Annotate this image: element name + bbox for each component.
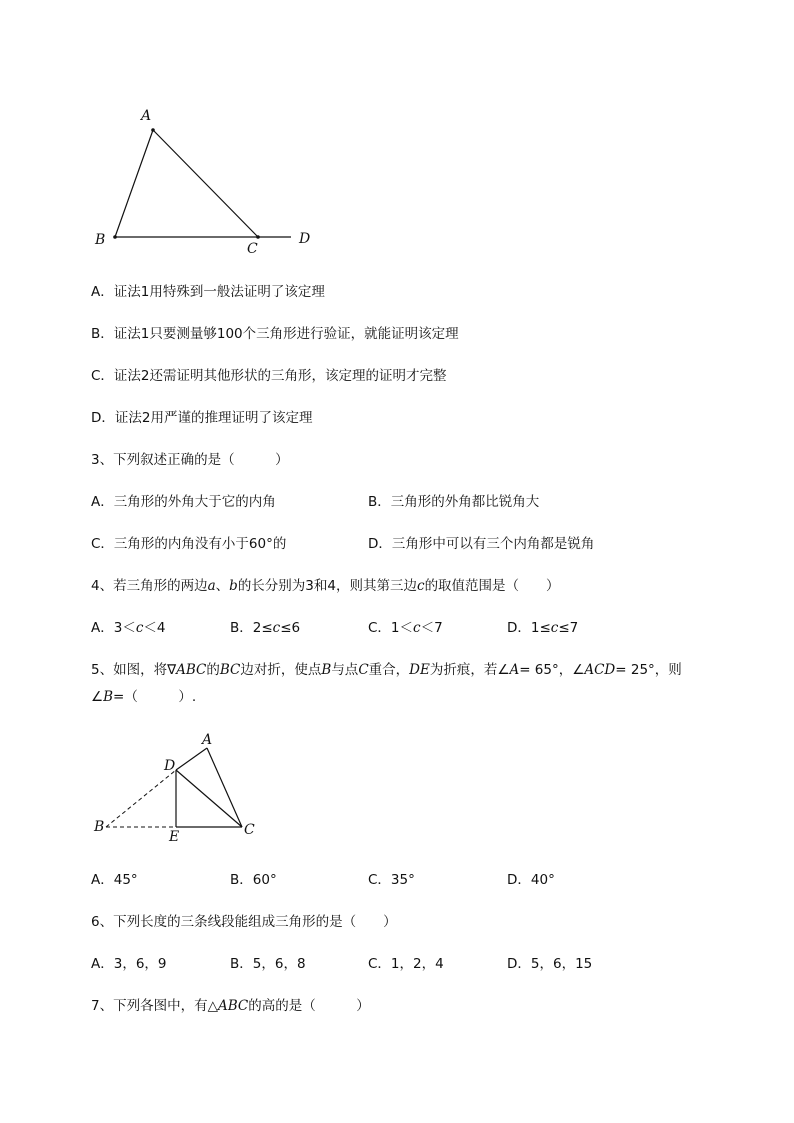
- segment-da: [176, 748, 207, 770]
- segment-ab: [115, 130, 153, 237]
- point-a: [151, 128, 155, 132]
- label-b: B: [95, 232, 106, 248]
- q3-option-b: B．三角形的外角都比锐角大: [368, 494, 540, 510]
- q7-text-1: 7、下列各图中，有△: [91, 998, 218, 1014]
- q4-option-c: [368, 619, 443, 637]
- q5-text-8: = 25°，则: [615, 662, 682, 678]
- label-e: E: [169, 829, 180, 845]
- q5-var-b-2: B: [103, 689, 114, 705]
- q5-var-de: DE: [409, 662, 430, 678]
- q4-sep: 、: [215, 578, 230, 594]
- q5-stem-line-2: [91, 688, 196, 706]
- q5-var-bc: BC: [219, 662, 241, 678]
- q5-option-d: D．40°: [507, 872, 555, 888]
- q6-option-d: D．5，6，15: [507, 956, 593, 972]
- q4-option-b-post: ≤6: [280, 620, 301, 636]
- q4-option-d-post: ≤7: [558, 620, 579, 636]
- q4-option-b: [230, 619, 300, 637]
- q4-option-c-post: ＜7: [420, 620, 443, 636]
- q4-option-d-pre: D．1≤: [507, 620, 551, 636]
- q5-text-4: 与点: [331, 662, 359, 678]
- point-c: [256, 235, 260, 239]
- label-a: A: [141, 108, 152, 124]
- q5-stem-line-1: [91, 661, 682, 679]
- q6-option-b: B．5，6，8: [230, 956, 306, 972]
- q5-var-abc: ABC: [176, 662, 207, 678]
- q4-var-c: c: [417, 578, 425, 594]
- q5-text-1: 5、如图，将∇: [91, 662, 177, 678]
- q2-option-b: B．证法1只要测量够100个三角形进行验证，就能证明该定理: [91, 326, 459, 342]
- label-d: D: [164, 758, 176, 774]
- q2-option-a: A．证法1用特殊到一般法证明了该定理: [91, 284, 325, 300]
- q4-option-a: [91, 619, 165, 637]
- q4-option-c-pre: C．1＜: [368, 620, 414, 636]
- q7-var-abc: ABC: [217, 998, 249, 1014]
- label-d: D: [299, 231, 311, 247]
- label-c: C: [244, 822, 255, 838]
- label-b: B: [94, 819, 105, 835]
- q5-text-5: 重合，: [368, 662, 410, 678]
- q4-option-d: [507, 619, 578, 637]
- q4-option-a-pre: A．3＜: [91, 620, 136, 636]
- q4-stem-text-3: 的取值范围是（ ）: [424, 578, 560, 594]
- q3-option-d: D．三角形中可以有三个内角都是锐角: [368, 536, 595, 552]
- q5-text-6: 为折痕，若∠: [429, 662, 510, 678]
- q7-text-2: 的高的是（ ）: [248, 998, 370, 1014]
- q4-option-a-post: ＜4: [143, 620, 166, 636]
- q4-stem-text-1: 4、若三角形的两边: [91, 578, 208, 594]
- q5-var-acd: ACD: [584, 662, 616, 678]
- q5-text-7: = 65°，∠: [519, 662, 585, 678]
- q4-option-d-var: c: [550, 620, 559, 636]
- segment-dashed-bd: [106, 770, 176, 827]
- q2-option-c: C．证法2还需证明其他形状的三角形，该定理的证明才完整: [91, 368, 447, 384]
- segment-ac: [207, 748, 242, 827]
- q7-stem: [91, 997, 370, 1015]
- q5-text-3: 边对折，使点: [240, 662, 322, 678]
- q5-text-9: =（ ）.: [113, 689, 197, 705]
- q3-option-a: A．三角形的外角大于它的内角: [91, 494, 276, 510]
- q3-stem: 3、下列叙述正确的是（ ）: [91, 452, 289, 468]
- q4-stem: [91, 577, 560, 595]
- q6-option-c: C．1，2，4: [368, 956, 444, 972]
- q5-option-c: C．35°: [368, 872, 415, 888]
- q5-var-a: A: [509, 662, 520, 678]
- q4-option-b-pre: B．2≤: [230, 620, 273, 636]
- q4-stem-text-2: 的长分别为3和4，则其第三边: [237, 578, 417, 594]
- q3-option-c: C．三角形的内角没有小于60°的: [91, 536, 287, 552]
- q5-option-a: A．45°: [91, 872, 138, 888]
- q5-angle-symbol: ∠: [91, 689, 104, 705]
- q2-option-d: D．证法2用严谨的推理证明了该定理: [91, 410, 313, 426]
- q6-stem: 6、下列长度的三条线段能组成三角形的是（ ）: [91, 914, 397, 930]
- label-c: C: [247, 241, 258, 257]
- q4-option-a-var: c: [135, 620, 144, 636]
- q6-option-a: A．3，6，9: [91, 956, 167, 972]
- label-a: A: [202, 732, 213, 748]
- q4-var-a: a: [207, 578, 216, 594]
- segment-dc: [176, 770, 242, 827]
- q5-text-2: 的: [206, 662, 220, 678]
- q4-option-b-var: c: [272, 620, 281, 636]
- triangle-figure-1: [85, 100, 345, 260]
- q4-option-c-var: c: [413, 620, 421, 636]
- segment-ac: [153, 130, 258, 237]
- fold-triangle-figure: [88, 728, 278, 848]
- q5-var-c: C: [358, 662, 369, 678]
- q5-option-b: B．60°: [230, 872, 277, 888]
- point-b: [113, 235, 117, 239]
- q5-var-b: B: [321, 662, 332, 678]
- q4-var-b: b: [229, 578, 238, 594]
